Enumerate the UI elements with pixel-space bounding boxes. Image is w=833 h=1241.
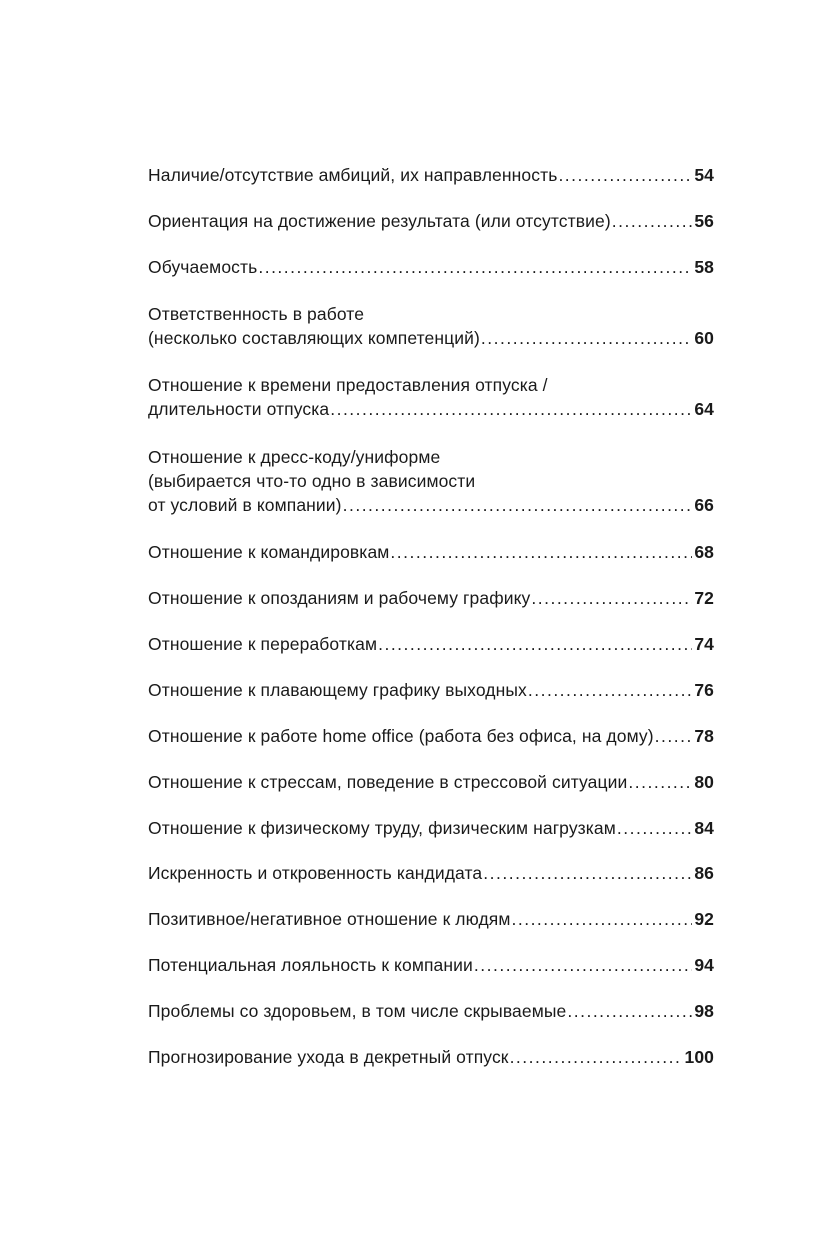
dot-leader <box>528 678 692 702</box>
toc-entry-title-line: Ответственность в работе <box>148 304 365 324</box>
toc-entry-title: Искренность и откровенность кандидата <box>148 863 483 883</box>
toc-page-number: 60 <box>694 328 714 348</box>
toc-entry[interactable] <box>148 999 714 1023</box>
toc-entry-row <box>148 397 714 421</box>
toc-entry[interactable] <box>148 724 714 748</box>
toc-entry-title-line: (выбирается что-то одно в зависимости <box>148 471 476 491</box>
toc-entry[interactable] <box>148 445 714 517</box>
toc-page-number: 98 <box>694 1001 714 1021</box>
toc-entry[interactable] <box>148 632 714 656</box>
dot-leader <box>343 493 693 517</box>
toc-page-number: 92 <box>694 909 714 929</box>
toc-entry-row <box>148 953 714 977</box>
toc-page-number: 54 <box>694 165 714 185</box>
toc-entry[interactable] <box>148 209 714 233</box>
toc-entry[interactable] <box>148 540 714 564</box>
toc-entry-row <box>148 678 714 702</box>
toc-entry-title: от условий в компании) <box>148 495 342 515</box>
toc-entry[interactable] <box>148 163 714 187</box>
toc-page-number: 100 <box>684 1047 714 1067</box>
toc-entry[interactable] <box>148 678 714 702</box>
toc-entry[interactable] <box>148 586 714 610</box>
toc-entry-title: Отношение к стрессам, поведение в стрессовой ситуации <box>148 772 628 792</box>
toc-entry-row <box>148 209 714 233</box>
dot-leader <box>378 632 692 656</box>
toc-entry-title: длительности отпуска <box>148 399 330 419</box>
toc-entry-row <box>148 770 714 794</box>
toc-entry-row <box>148 632 714 656</box>
toc-entry[interactable] <box>148 302 714 350</box>
toc-entry-row <box>148 255 714 279</box>
dot-leader <box>474 953 692 977</box>
toc-page-number: 58 <box>694 257 714 277</box>
dot-leader <box>628 770 692 794</box>
toc-entry-title: Проблемы со здоровьем, в том числе скрываемые <box>148 1001 567 1021</box>
toc-page-number: 72 <box>694 588 714 608</box>
dot-leader <box>531 586 692 610</box>
toc-entry-title: Отношение к плавающему графику выходных <box>148 680 527 700</box>
toc-entry-title: Ориентация на достижение результата (или отсутствие) <box>148 211 611 231</box>
dot-leader <box>483 861 692 885</box>
toc-page-number: 94 <box>694 955 714 975</box>
toc-entry[interactable] <box>148 953 714 977</box>
toc-entry-row <box>148 540 714 564</box>
dot-leader <box>481 326 692 350</box>
toc-entry-row <box>148 724 714 748</box>
dot-leader <box>612 209 693 233</box>
dot-leader <box>617 816 692 840</box>
toc-entry-title: Наличие/отсутствие амбиций, их направленность <box>148 165 558 185</box>
toc-entry-row <box>148 1045 714 1069</box>
toc-page-number: 68 <box>694 542 714 562</box>
dot-leader <box>390 540 692 564</box>
toc-entry-title: Отношение к физическому труду, физическим нагрузкам <box>148 818 616 838</box>
toc-page-number: 76 <box>694 680 714 700</box>
toc-entry-title: Прогнозирование ухода в декретный отпуск <box>148 1047 509 1067</box>
toc-entry-row <box>148 493 714 517</box>
dot-leader <box>510 1045 683 1069</box>
toc-entry-title: Отношение к опозданиям и рабочему графику <box>148 588 531 608</box>
dot-leader <box>511 907 692 931</box>
toc-entry-title: Отношение к работе home office (работа без офиса, на дому) <box>148 726 654 746</box>
toc-entry-title: (несколько составляющих компетенций) <box>148 328 480 348</box>
toc-entry-title: Обучаемость <box>148 257 258 277</box>
toc-page-number: 74 <box>694 634 714 654</box>
toc-page-number: 84 <box>694 818 714 838</box>
toc-page-number: 66 <box>694 495 714 515</box>
dot-leader <box>567 999 692 1023</box>
toc-entry-title-line: Отношение к дресс-коду/униформе <box>148 447 441 467</box>
toc-page-number: 80 <box>694 772 714 792</box>
toc-entry[interactable] <box>148 1045 714 1069</box>
dot-leader <box>258 255 692 279</box>
toc-entry[interactable] <box>148 373 714 421</box>
toc-entry[interactable] <box>148 770 714 794</box>
toc-entry[interactable] <box>148 861 714 885</box>
toc-entry-row <box>148 326 714 350</box>
toc-page-number: 64 <box>694 399 714 419</box>
toc-entry[interactable] <box>148 255 714 279</box>
toc-entry-title-line: Отношение к времени предоставления отпуска / <box>148 375 548 395</box>
toc-entry-title: Отношение к переработкам <box>148 634 378 654</box>
dot-leader <box>558 163 692 187</box>
toc-entry-title: Отношение к командировкам <box>148 542 390 562</box>
toc-entry-row <box>148 816 714 840</box>
toc-entry-row <box>148 163 714 187</box>
toc-page-number: 86 <box>694 863 714 883</box>
dot-leader <box>655 724 693 748</box>
toc-entry[interactable] <box>148 816 714 840</box>
toc-entry-row <box>148 907 714 931</box>
toc-entry-row <box>148 586 714 610</box>
toc-entry-row <box>148 861 714 885</box>
toc-entry-title: Потенциальная лояльность к компании <box>148 955 473 975</box>
toc-entry-row <box>148 999 714 1023</box>
toc-entry[interactable] <box>148 907 714 931</box>
toc-entry-title: Позитивное/негативное отношение к людям <box>148 909 511 929</box>
toc-page-number: 78 <box>694 726 714 746</box>
toc-page-number: 56 <box>694 211 714 231</box>
dot-leader <box>330 397 692 421</box>
